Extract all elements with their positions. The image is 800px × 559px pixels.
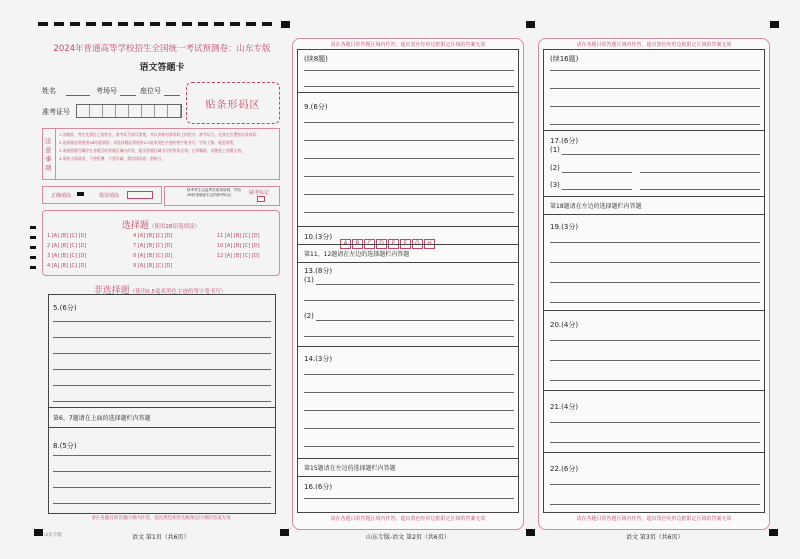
q20-label: 20.(4分): [550, 321, 579, 329]
answer-line[interactable]: [304, 374, 514, 375]
answer-line[interactable]: [550, 282, 760, 283]
admission-label: 准考证号: [42, 108, 70, 116]
note-item: 1.答题前，考生先将自己的姓名、准考证号填写清楚，并认真核对条形码上的姓名、准考证号，在规定位置贴好条形码。: [59, 132, 261, 137]
mc-section: [42, 210, 280, 276]
mc-row[interactable]: 7 [A] [B] [C] [D]: [133, 243, 173, 249]
answer-line[interactable]: [53, 369, 271, 370]
absent-mark-label: 缺考标记: [249, 190, 270, 196]
corner-marker: [280, 529, 289, 536]
answer-line[interactable]: [53, 487, 271, 488]
non-mc-title: 非选择题: [93, 286, 130, 296]
name-label: 姓名: [42, 87, 56, 95]
answer-line[interactable]: [550, 504, 760, 505]
answer-line[interactable]: [550, 262, 760, 263]
corner-marker: [526, 529, 535, 536]
name-field[interactable]: [66, 95, 90, 96]
page-footer: 山东专版-语文 第2页（共6页）: [366, 534, 450, 541]
q10-option[interactable]: B: [352, 239, 363, 249]
side-marker: [30, 236, 36, 239]
answer-line[interactable]: [562, 172, 632, 173]
answer-line[interactable]: [304, 212, 514, 213]
answer-line[interactable]: [304, 300, 514, 301]
border-note: 请在各题目的答题区域内作答，超出黑色矩形边框限定区域的答案无效: [576, 516, 732, 522]
answer-line[interactable]: [550, 106, 760, 107]
q10-option[interactable]: H: [424, 239, 435, 249]
answer-box-col3: [543, 49, 765, 513]
mc-row[interactable]: 1 [A] [B] [C] [D]: [47, 233, 87, 239]
answer-line[interactable]: [304, 86, 514, 87]
answer-line[interactable]: [562, 189, 632, 190]
note-item: 3.请按照题号顺序在各题目的答题区域内作答，超出答题区域书写的答案无效；在草稿纸、试题卷上答题无效。: [59, 148, 245, 153]
note-item: 2.选择题必须使用2B铅笔填涂；非选择题必须使用0.5毫米黑色字迹的签字笔书写，字体工整、笔迹清楚。: [59, 140, 237, 145]
q17-part2: (2): [550, 164, 560, 172]
corner-marker: [526, 21, 535, 28]
absent-mark-box[interactable]: [257, 196, 265, 202]
answer-line[interactable]: [550, 442, 760, 443]
seat-label: 座位号: [140, 87, 161, 95]
q10-option[interactable]: G: [412, 239, 423, 249]
fill-example-box: [42, 186, 162, 204]
answer-line[interactable]: [304, 428, 514, 429]
q10-label: 10.(3分): [304, 233, 333, 241]
answer-line[interactable]: [53, 471, 271, 472]
q19-label: 19.(3分): [550, 223, 579, 231]
q1112-note: 第11、12题请在左边的选择题栏内答题: [304, 251, 410, 258]
answer-line[interactable]: [304, 498, 514, 499]
q13-label: 13.(8分): [304, 267, 333, 275]
q10-option[interactable]: A: [340, 239, 351, 249]
q21-label: 21.(4分): [550, 403, 579, 411]
q13-part1: (1): [304, 276, 314, 284]
border-note: 请在各题目的答题区域内作答，超出黑色矩形边框限定区域的答案无效: [330, 42, 486, 48]
answer-line[interactable]: [550, 422, 760, 423]
answer-line[interactable]: [53, 385, 271, 386]
answer-line[interactable]: [304, 336, 514, 337]
answer-line[interactable]: [640, 189, 760, 190]
mc-row[interactable]: 3 [A] [B] [C] [D]: [47, 253, 87, 259]
border-note: 请在各题目的答题区域内作答，超出黑色矩形边框限定区域的答案无效: [91, 516, 231, 521]
mc-row[interactable]: 4 [A] [B] [C] [D]: [133, 233, 173, 239]
q5-label: 5.(6分): [53, 304, 77, 312]
column-3: [538, 38, 770, 530]
answer-line[interactable]: [53, 337, 271, 338]
q18-note: 第18题请在左边的选择题栏内答题: [550, 203, 642, 210]
answer-line[interactable]: [53, 401, 271, 402]
answer-box-col1: [48, 294, 276, 514]
mc-row[interactable]: 4 [A] [B] [C] [D]: [47, 263, 87, 269]
absent-text: 缺考考生由监考员贴条形码，并用2B铅笔填涂右边的缺考标记: [187, 188, 241, 197]
answer-line[interactable]: [304, 158, 514, 159]
q17-part1: (1): [550, 146, 560, 154]
seat-field[interactable]: [164, 95, 180, 96]
top-dashed-marker: [38, 22, 278, 26]
q10-option[interactable]: F: [400, 239, 411, 249]
answer-line[interactable]: [550, 380, 760, 381]
corner-marker: [281, 21, 290, 28]
mc-row[interactable]: 12 [A] [B] [C] [D]: [217, 253, 260, 259]
exam-title: 2024年普通高等学校招生全国统一考试预测卷：山东专版: [53, 44, 271, 54]
q16-label: 16.(6分): [304, 483, 333, 491]
footer-left: 山东专版: [44, 533, 62, 538]
answer-line[interactable]: [304, 122, 514, 123]
wrong-fill-mark: [127, 191, 153, 199]
q8-label: 8.(5分): [53, 442, 77, 450]
q10-option[interactable]: E: [388, 239, 399, 249]
mc-title: 选择题: [121, 221, 149, 231]
q9-label: 9.(6分): [304, 103, 328, 111]
barcode-area: [186, 82, 280, 124]
mc-row[interactable]: 8 [A] [B] [C] [D]: [133, 253, 173, 259]
side-marker: [30, 226, 36, 229]
page-footer: 语文 第1页（共6页）: [132, 534, 190, 541]
q14-label: 14.(3分): [304, 355, 333, 363]
admission-boxes[interactable]: [76, 104, 182, 118]
side-marker: [30, 256, 36, 259]
answer-line[interactable]: [53, 321, 271, 322]
absent-box: [164, 186, 280, 206]
border-note: 请在各题目的答题区域内作答，超出黑色矩形边框限定区域的答案无效: [330, 516, 486, 522]
correct-fill-mark: [77, 192, 84, 196]
answer-line[interactable]: [550, 360, 760, 361]
answer-line[interactable]: [550, 242, 760, 243]
answer-line[interactable]: [316, 284, 514, 285]
border-note: 请在各题目的答题区域内作答，超出黑色矩形边框限定区域的答案无效: [576, 42, 732, 48]
q17-label: 17.(6分): [550, 137, 579, 145]
answer-box-col2: [297, 49, 519, 513]
corner-marker: [770, 21, 779, 28]
mc-row[interactable]: 9 [A] [B] [C] [D]: [133, 263, 173, 269]
wrong-fill-label: 错误填涂: [99, 193, 120, 199]
mc-subtitle: （使用2B铅笔填涂）: [148, 224, 201, 230]
q22-label: 22.(6分): [550, 465, 579, 473]
answer-line[interactable]: [550, 340, 760, 341]
barcode-label: 贴条形码区: [205, 100, 261, 111]
answer-line[interactable]: [53, 353, 271, 354]
room-label: 考场号: [96, 87, 117, 95]
answer-line[interactable]: [304, 446, 514, 447]
q10-option[interactable]: C: [364, 239, 375, 249]
answer-line[interactable]: [304, 194, 514, 195]
column-2: [292, 38, 524, 530]
answer-line[interactable]: [304, 70, 514, 71]
answer-line[interactable]: [550, 302, 760, 303]
answer-line[interactable]: [53, 503, 271, 504]
mc-row[interactable]: 2 [A] [B] [C] [D]: [47, 243, 87, 249]
answer-line[interactable]: [550, 124, 760, 125]
corner-marker: [769, 529, 778, 536]
answer-line[interactable]: [562, 154, 760, 155]
q10-option[interactable]: D: [376, 239, 387, 249]
side-marker: [30, 246, 36, 249]
notes-title: 注意事项: [45, 137, 52, 172]
mc-row[interactable]: 10 [A] [B] [C] [D]: [217, 243, 260, 249]
answer-line[interactable]: [304, 176, 514, 177]
corner-marker: [34, 529, 43, 536]
q17-part3: (3): [550, 181, 560, 189]
notes-box: [42, 128, 280, 180]
answer-line[interactable]: [53, 455, 271, 456]
correct-fill-label: 正确填涂: [51, 193, 72, 199]
non-mc-subtitle: （使用0.5毫米黑色字迹的签字笔书写）: [129, 289, 227, 295]
room-field[interactable]: [120, 95, 136, 96]
answer-line[interactable]: [550, 88, 760, 89]
q8-continued: (续8题): [304, 55, 328, 63]
answer-line[interactable]: [304, 140, 514, 141]
answer-line[interactable]: [640, 172, 760, 173]
q67-note: 第6、7题请在上面的选择题栏内答题: [53, 415, 151, 422]
page-footer: 语文 第3页（共6页）: [626, 534, 684, 541]
mc-row[interactable]: 11 [A] [B] [C] [D]: [217, 233, 260, 239]
answer-line[interactable]: [316, 320, 514, 321]
card-title: 语文答题卡: [139, 63, 185, 73]
answer-line[interactable]: [304, 410, 514, 411]
answer-line[interactable]: [550, 70, 760, 71]
answer-line[interactable]: [550, 484, 760, 485]
note-item: 4.保持卡面清洁，不要折叠、不要弄破，禁用涂改液、刮纸刀。: [59, 156, 166, 161]
q16-continued: (续16题): [550, 55, 579, 63]
q13-part2: (2): [304, 312, 314, 320]
answer-line[interactable]: [304, 392, 514, 393]
q15-note: 第15题请在左边的选择题栏内答题: [304, 465, 396, 472]
side-marker: [30, 266, 36, 269]
